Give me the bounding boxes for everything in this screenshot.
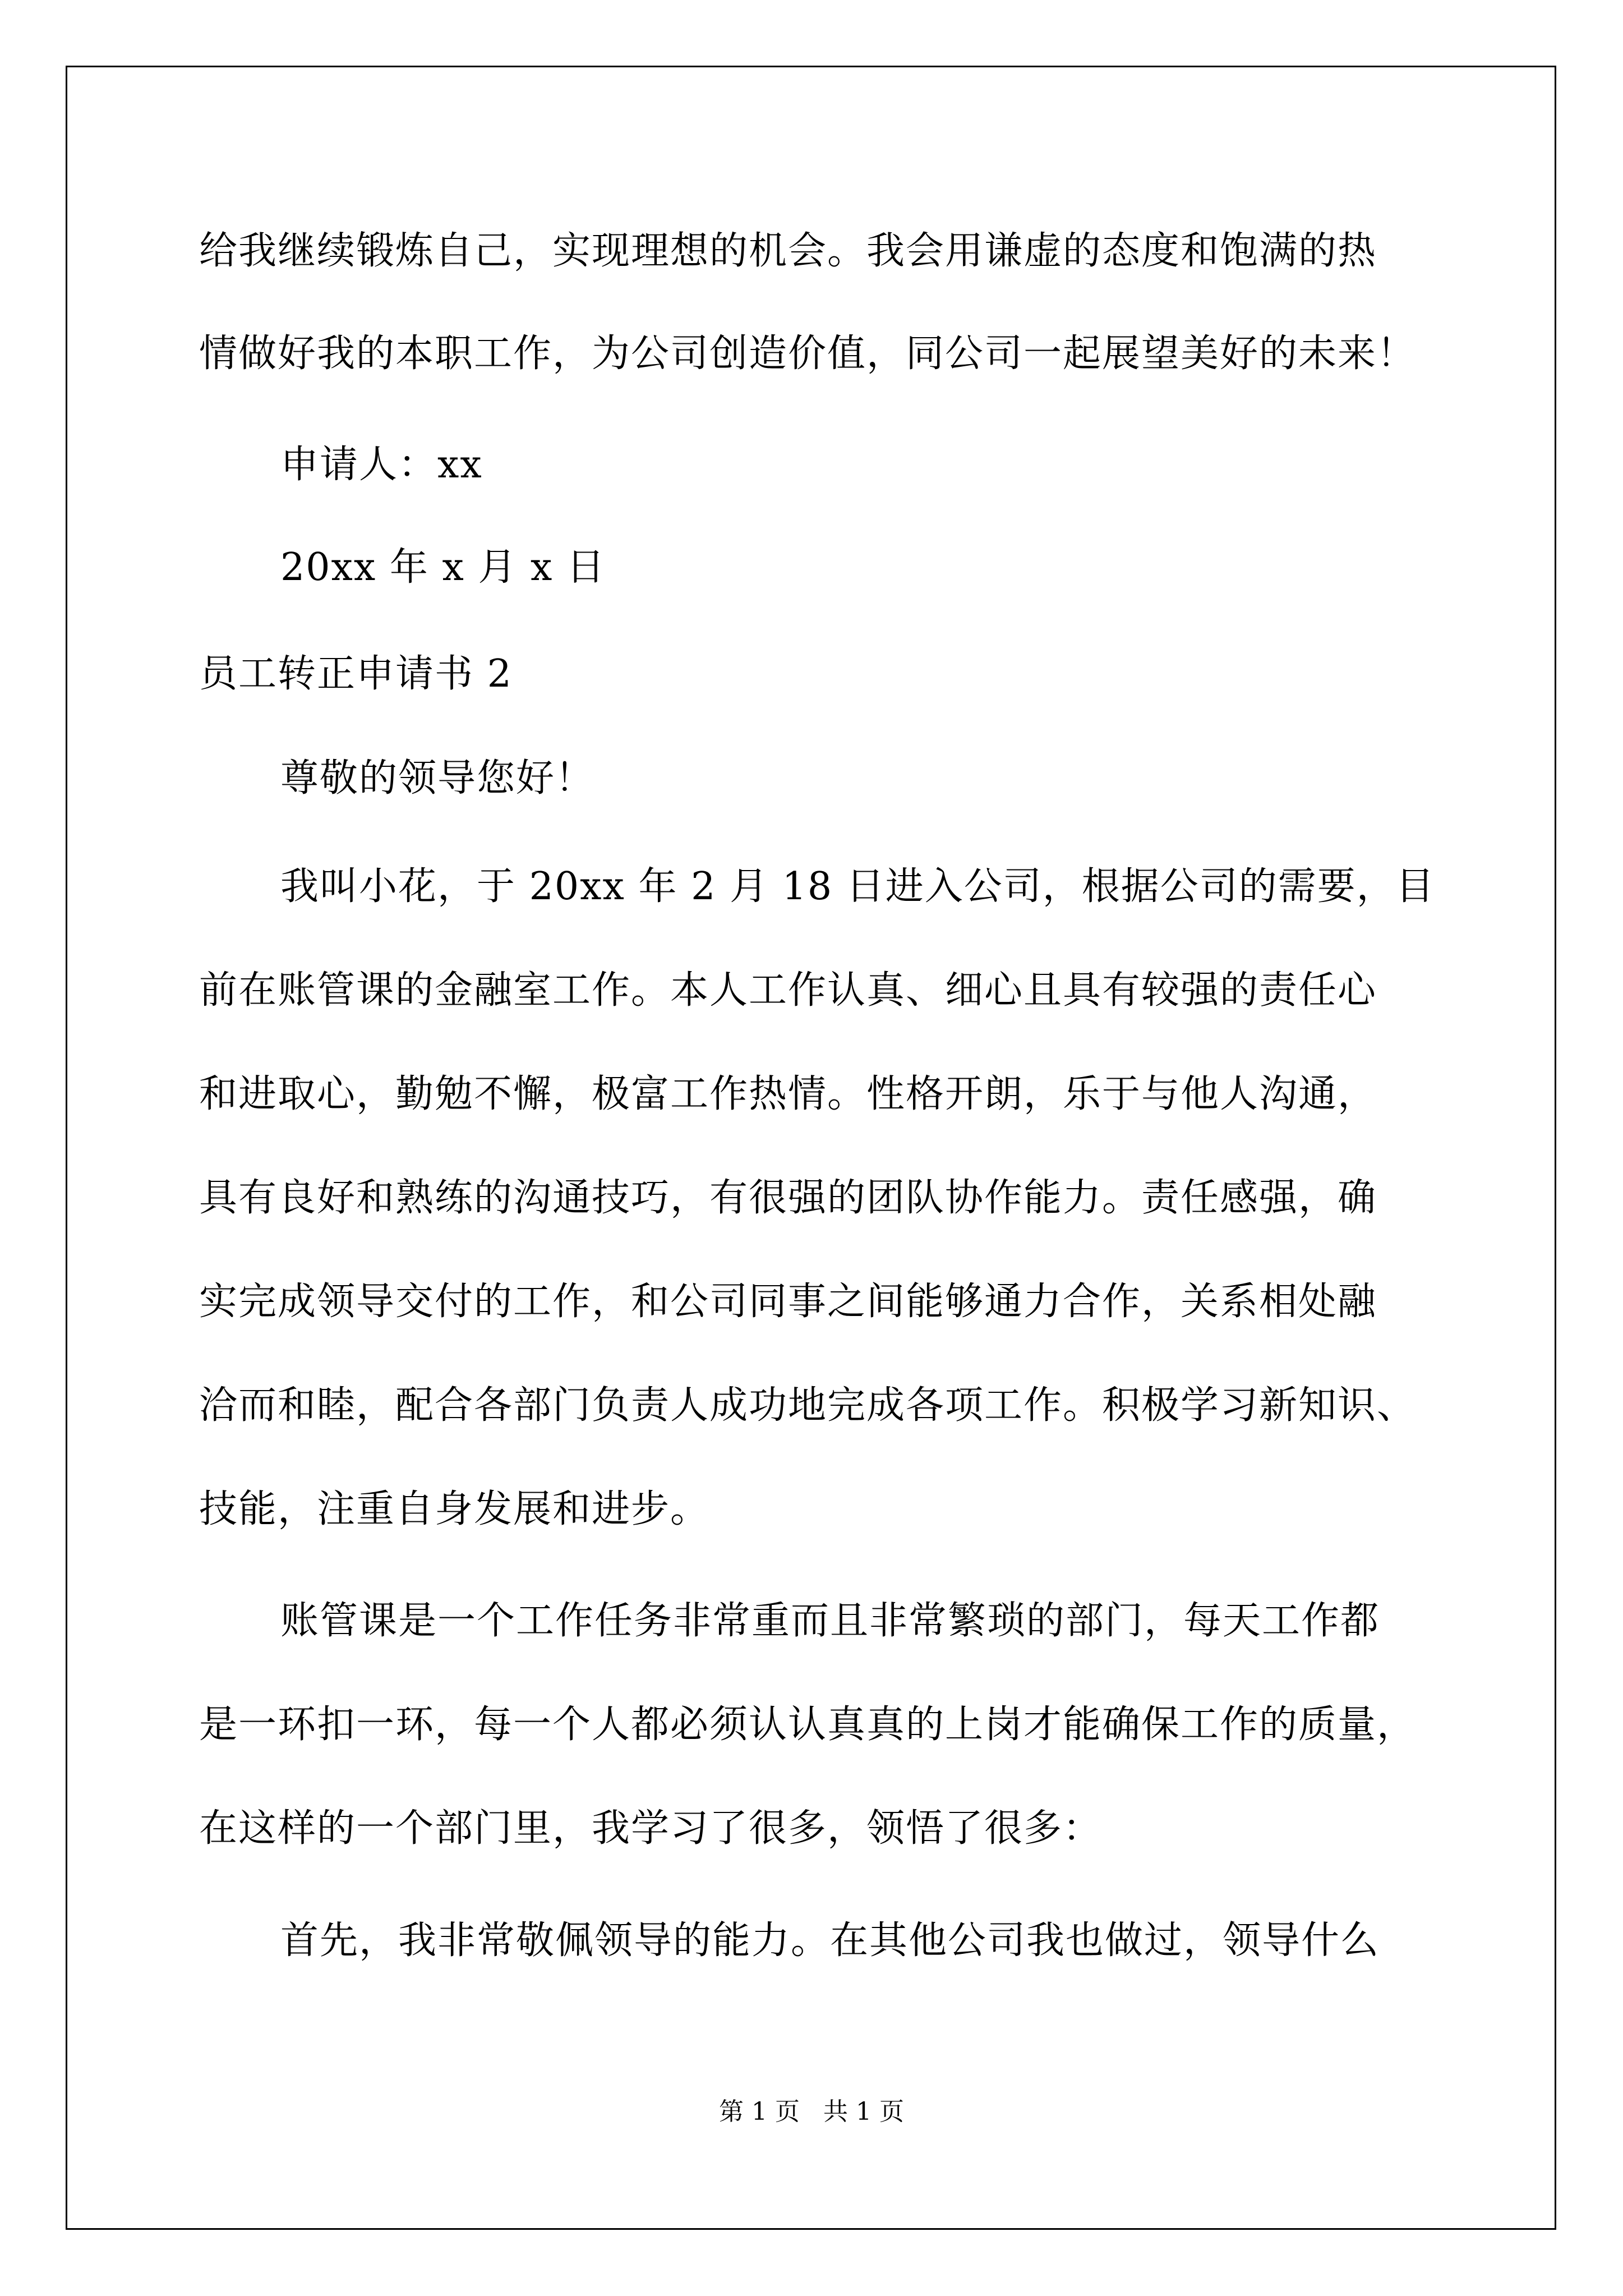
paragraph-line: 在这样的一个部门里，我学习了很多，领悟了很多： <box>199 1806 1103 1851</box>
paragraph-line: 我叫小花，于 20xx 年 2 月 18 日进入公司，根据公司的需要，目 <box>280 864 1435 909</box>
page-footer: 第 1 页 共 1 页 <box>719 2097 904 2126</box>
paragraph-line: 首先，我非常敬佩领导的能力。在其他公司我也做过，领导什么 <box>280 1918 1380 1963</box>
paragraph-line: 实完成领导交付的工作，和公司同事之间能够通力合作，关系相处融 <box>199 1280 1377 1324</box>
paragraph-line: 账管课是一个工作任务非常重而且非常繁琐的部门，每天工作都 <box>280 1599 1380 1643</box>
signature-applicant: 申请人：xx <box>280 443 483 487</box>
paragraph-line: 和进取心，勤勉不懈，极富工作热情。性格开朗，乐于与他人沟通， <box>199 1072 1377 1116</box>
paragraph-line: 是一环扣一环，每一个人都必须认认真真的上岗才能确保工作的质量， <box>199 1703 1417 1747</box>
paragraph-line: 给我继续锻炼自己，实现理想的机会。我会用谦虚的态度和饱满的热 <box>199 229 1377 273</box>
paragraph-line: 前在账管课的金融室工作。本人工作认真、细心且具有较强的责任心 <box>199 968 1377 1013</box>
page-border <box>66 66 1556 2230</box>
paragraph-line: 洽而和睦，配合各部门负责人成功地完成各项工作。积极学习新知识、 <box>199 1383 1417 1428</box>
signature-date: 20xx 年 x 月 x 日 <box>280 545 606 590</box>
section-title: 员工转正申请书 2 <box>199 652 513 696</box>
salutation: 尊敬的领导您好！ <box>280 756 595 800</box>
paragraph-line: 情做好我的本职工作，为公司创造价值，同公司一起展望美好的未来！ <box>199 332 1417 376</box>
paragraph-line: 具有良好和熟练的沟通技巧，有很强的团队协作能力。责任感强，确 <box>199 1176 1377 1220</box>
paragraph-line: 技能，注重自身发展和进步。 <box>199 1487 710 1531</box>
